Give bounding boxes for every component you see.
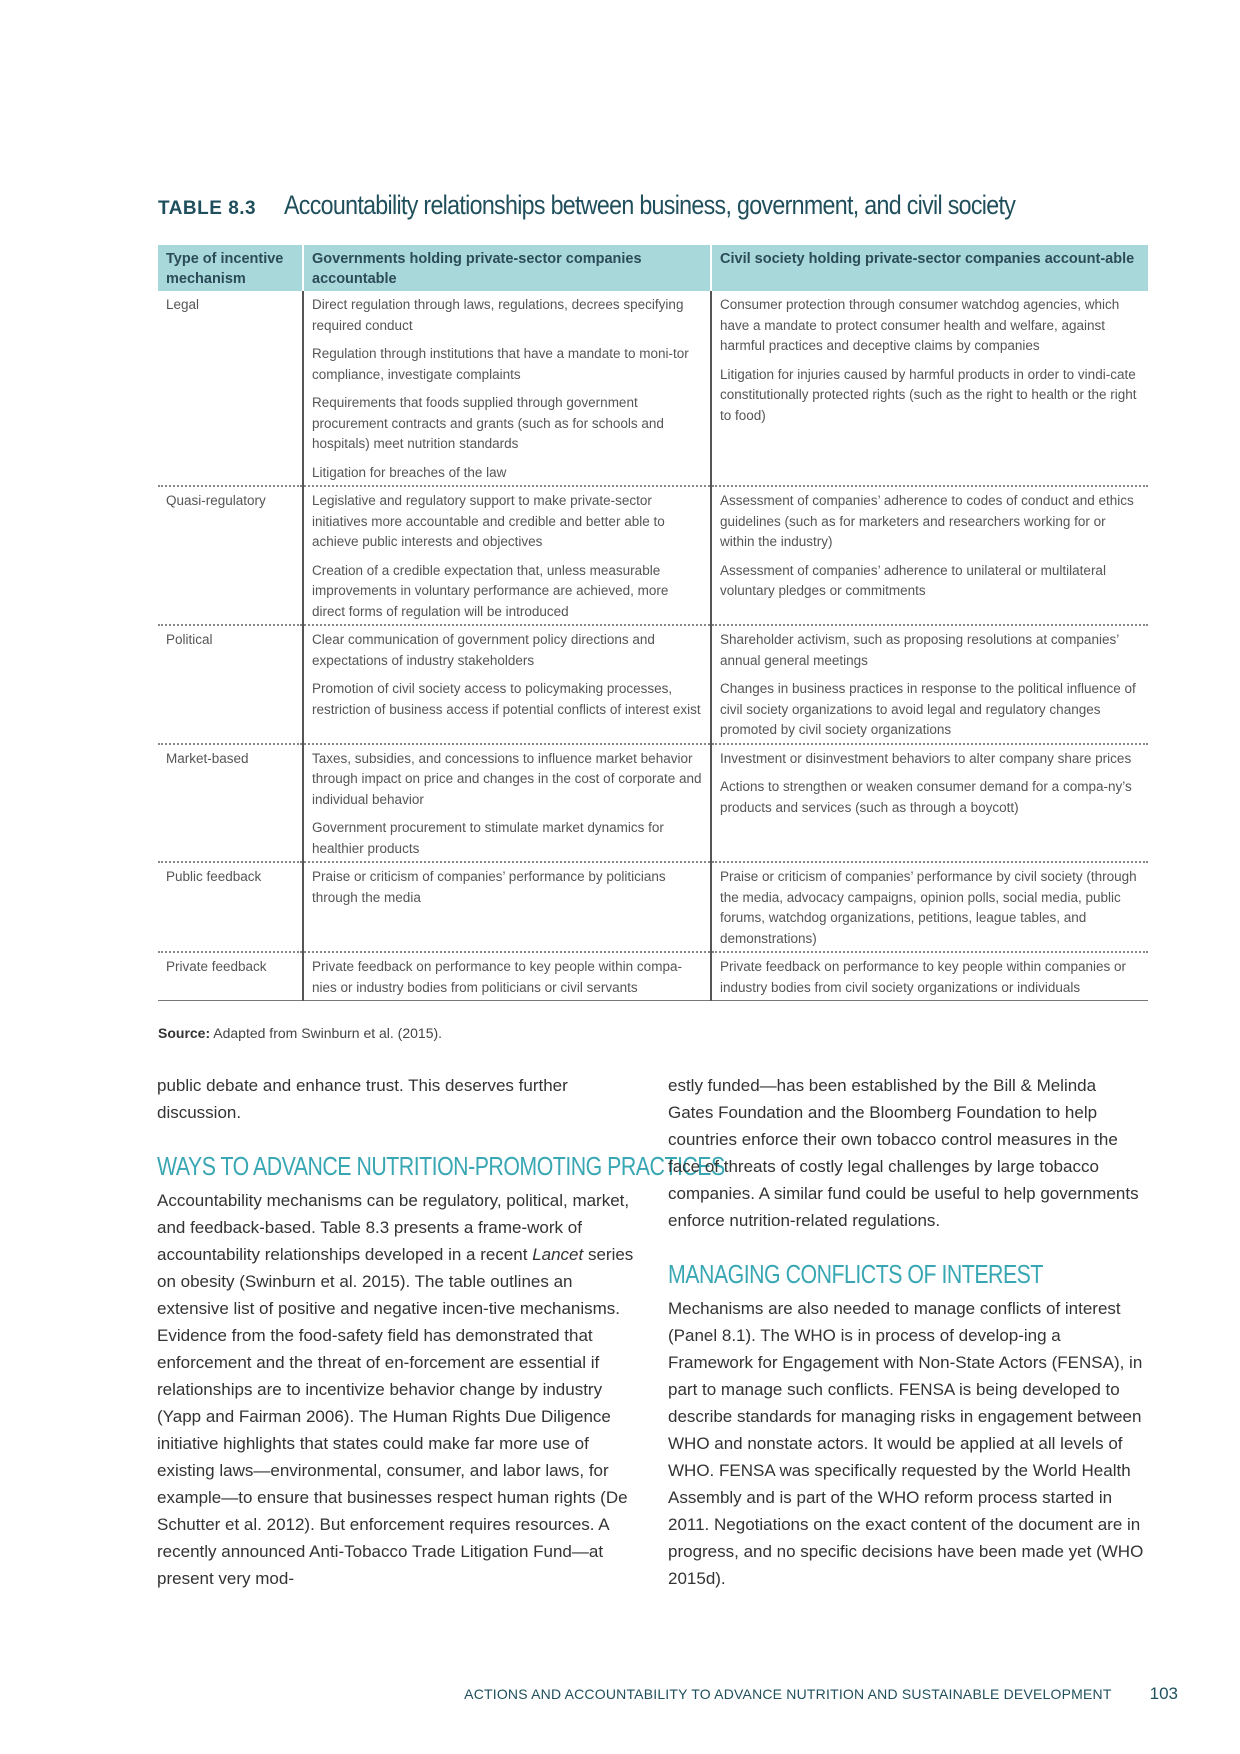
table-row [158, 744, 1148, 863]
paragraph-text: Accountability mechanisms can be regulatory, political, market, and feedback-based. Table 8.3 presents a frame-work of accountability relationships developed in a recent [157, 1191, 630, 1264]
civil-society-cell [711, 952, 1148, 1001]
header-mechanism: Type of incentive mechanism [158, 245, 303, 291]
conflicts-paragraph: Mechanisms are also needed to manage conflicts of interest (Panel 8.1). The WHO is in process of develop-ing a Framework for Engagement with Non-State Actors (FENSA), in part to manage such conflicts. FENSA is being developed to describe standards for managing risks in engagement between WHO and nonstate actors. It would be applied at all levels of WHO. FENSA was specifically requested by the World Health Assembly and is part of the WHO reform process started in 2011. Negotiations on the exact content of the document are in progress, and no specific decisions have been made yet (WHO 2015d). [668, 1299, 1144, 1588]
government-entry: Direct regulation through laws, regulations, decrees specifying required conduct [312, 297, 684, 333]
page-footer [464, 1684, 1178, 1704]
civil-society-cell [711, 862, 1148, 952]
government-entry: Private feedback on performance to key people within compa-nies or industry bodies from politicians or civil servants [312, 959, 682, 995]
government-entry: Praise or criticism of companies’ performance by politicians through the media [312, 869, 666, 905]
page-number: 103 [1149, 1684, 1178, 1703]
mechanism-type: Legal [166, 297, 200, 312]
paragraph-text: series on obesity (Swinburn et al. 2015). The table outlines an extensive list of positive and negative incen-tive mechanisms. Evidence from the food-safety field has demonstrated that enforcement and the threat of en-forcement are essential if relationships are to incentivize behavior change by industry (Yapp and Fairman 2006). The Human Rights Due Diligence initiative highlights that states could make far more use of existing laws—environmental, consumer, and labor laws, for example—to ensure that businesses respect human rights (De Schutter et al. 2012). But enforcement requires resources. A recently announced Anti-Tobacco Trade Litigation Fund—at present very mod- [157, 1245, 634, 1588]
civil-society-cell [711, 291, 1148, 486]
government-cell [303, 862, 711, 952]
table-source [158, 1025, 442, 1041]
table-row [158, 952, 1148, 1001]
civil-society-entry: Investment or disinvestment behaviors to alter company share prices [720, 750, 1132, 766]
civil-society-entry: Shareholder activism, such as proposing resolutions at companies’ annual general meetings [720, 632, 1119, 668]
table-heading: Accountability relationships between business, government, and civil society [284, 190, 1016, 220]
running-title: ACTIONS AND ACCOUNTABILITY TO ADVANCE NUTRITION AND SUSTAINABLE DEVELOPMENT [464, 1686, 1112, 1702]
government-cell [303, 291, 711, 486]
civil-society-entry: Consumer protection through consumer watchdog agencies, which have a mandate to protect consumer health and welfare, against harmful practices and deceptive claims by companies [720, 297, 1120, 353]
accountability-table [158, 245, 1148, 1001]
government-entry: Taxes, subsidies, and concessions to influence market behavior through impact on price and changes in the cost of corporate and individual behavior [312, 750, 702, 807]
civil-society-entry: Changes in business practices in response to the political influence of civil society organizations to avoid legal and regulatory changes promoted by civil society organizations [720, 681, 1136, 737]
section-heading-nutrition-practices: WAYS TO ADVANCE NUTRITION-PROMOTING PRACTICES [157, 1151, 725, 1181]
government-entry: Requirements that foods supplied through government procurement contracts and grants (such as for schools and hospitals) meet nutrition standards [312, 395, 664, 451]
table-header-row [158, 245, 1148, 291]
left-column [157, 1072, 725, 1592]
table-row [158, 862, 1148, 952]
civil-society-cell [711, 625, 1148, 744]
government-entry: Clear communication of government policy directions and expectations of industry stakeholders [312, 632, 655, 668]
government-entry: Creation of a credible expectation that, unless measurable improvements in voluntary performance are achieved, more direct forms of regulation will be introduced [312, 562, 669, 619]
government-entry: Promotion of civil society access to policymaking processes, restriction of business access if potential conflicts of interest exist [312, 681, 701, 717]
government-entry: Government procurement to stimulate market dynamics for healthier products [312, 820, 664, 856]
source-text: Adapted from Swinburn et al. (2015). [213, 1025, 443, 1041]
right-column [668, 1072, 1146, 1592]
table-label: TABLE 8.3 [158, 198, 257, 219]
government-cell [303, 625, 711, 744]
table-title [158, 190, 1148, 221]
civil-society-cell [711, 486, 1148, 625]
mechanism-type: Private feedback [158, 952, 303, 1001]
mechanism-type: Political [158, 625, 303, 744]
header-governments: Governments holding private-sector companies accountable [303, 245, 711, 291]
accountability-paragraph [157, 1187, 635, 1592]
section-heading-conflicts-of-interest: MANAGING CONFLICTS OF INTEREST [668, 1259, 1043, 1289]
mechanism-type: Public feedback [158, 862, 303, 952]
lancet-italic: Lancet [532, 1245, 584, 1264]
government-entry: Regulation through institutions that have a mandate to moni-tor compliance, investigate complaints [312, 346, 689, 382]
right-intro-paragraph: estly funded—has been established by the Bill & Melinda Gates Foundation and the Bloomberg Foundation to help countries enforce their own tobacco control measures in the face of threats of costly legal challenges by large tobacco companies. A similar fund could be useful to help governments enforce nutrition-related regulations. [668, 1076, 1139, 1230]
civil-society-entry: Assessment of companies’ adherence to unilateral or multilateral voluntary pledges or commitments [720, 562, 1106, 598]
header-civil-society: Civil society holding private-sector companies account-able [711, 245, 1148, 291]
government-cell [303, 952, 711, 1001]
civil-society-entry: Private feedback on performance to key people within companies or industry bodies from civil society organizations or individuals [720, 959, 1126, 995]
table-row [158, 625, 1148, 744]
mechanism-type: Market-based [158, 744, 303, 863]
left-intro-paragraph: public debate and enhance trust. This deserves further discussion. [157, 1076, 568, 1122]
civil-society-entry: Actions to strengthen or weaken consumer demand for a compa-ny’s products and services (such as through a boycott) [720, 779, 1132, 815]
government-entry: Litigation for breaches of the law [312, 464, 507, 480]
civil-society-cell [711, 744, 1148, 863]
government-cell [303, 486, 711, 625]
government-entry: Legislative and regulatory support to make private-sector initiatives more accountable and credible and better able to achieve public interests and objectives [312, 493, 665, 549]
mechanism-type: Quasi-regulatory [158, 486, 303, 625]
table-row [158, 291, 1148, 486]
civil-society-entry: Praise or criticism of companies’ performance by civil society (through the media, advocacy campaigns, opinion polls, social media, public forums, watchdog organizations, petitions, league tables, and demonstrations) [720, 869, 1137, 946]
government-cell [303, 744, 711, 863]
source-label: Source: [158, 1025, 211, 1041]
table-row [158, 486, 1148, 625]
civil-society-entry: Assessment of companies’ adherence to codes of conduct and ethics guidelines (such as for marketers and researchers working for or within the industry) [720, 493, 1134, 549]
civil-society-entry: Litigation for injuries caused by harmful products in order to vindi-cate constitutionally protected rights (such as the right to health or the right to food) [720, 366, 1137, 423]
